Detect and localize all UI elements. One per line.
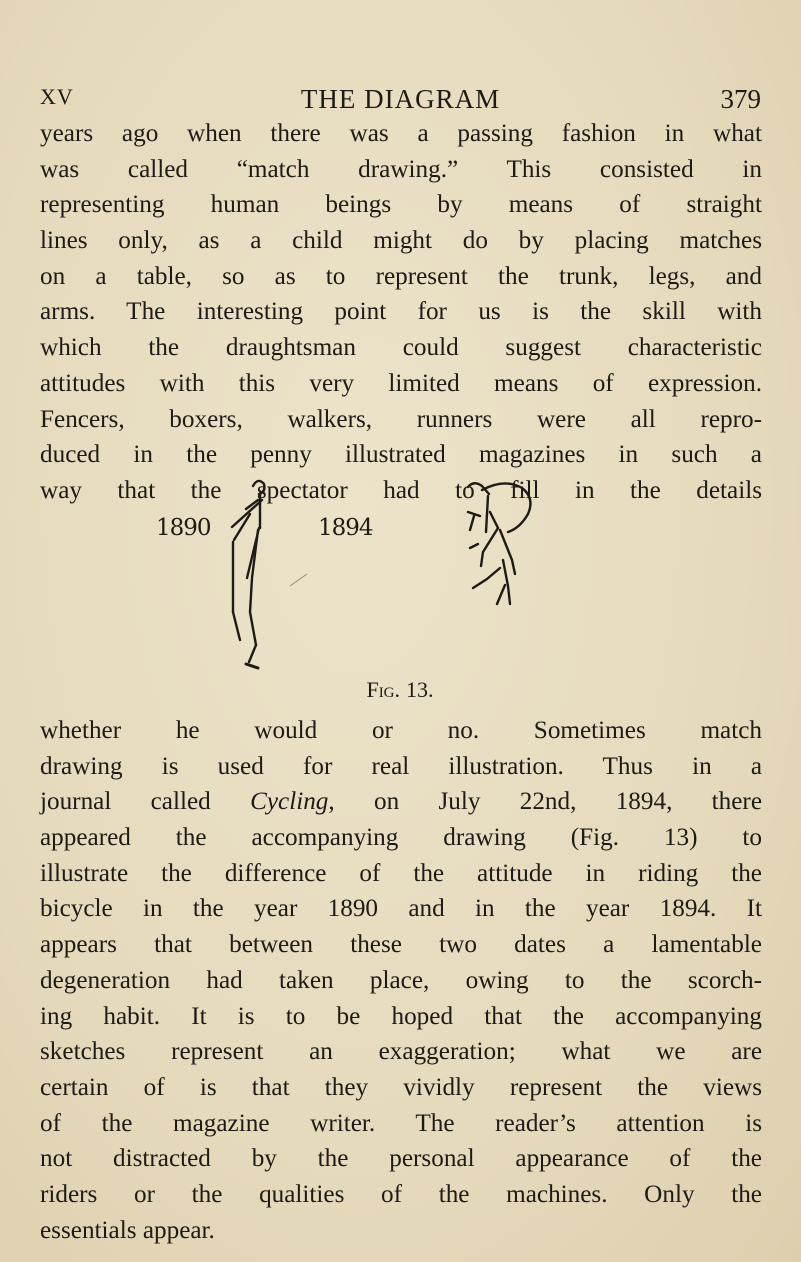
text-line: duced in the penny illustrated magazines in such a xyxy=(40,441,762,469)
text-line: degeneration had taken place, owing to the scorch- xyxy=(40,966,762,994)
text-line: riders or the qualities of the machines. Only the xyxy=(40,1180,762,1208)
paragraph-bottom xyxy=(40,713,762,1248)
text-line: lines only, as a child might do by placing matches xyxy=(40,227,762,255)
text-line: certain of is that they vividly represent the views xyxy=(40,1073,762,1101)
text-run: , on July 22nd, 1894, there xyxy=(328,788,762,816)
text-line: ing habit. It is to be hoped that the accompanying xyxy=(40,1002,762,1030)
rider-1890-drawing xyxy=(232,481,264,668)
rider-1894-drawing xyxy=(468,483,530,604)
text-line: which the draughtsman could suggest characteristic xyxy=(40,334,762,362)
text-line-last: essentials appear. xyxy=(40,1216,215,1244)
text-line: was called “match drawing.” This consisted in xyxy=(40,155,762,183)
text-line: arms. The interesting point for us is the skill with xyxy=(40,298,762,326)
text-line: appeared the accompanying drawing (Fig. 13) to xyxy=(40,824,762,852)
text-line: attitudes with this very limited means of expression. xyxy=(40,369,762,397)
text-line: whether he would or no. Sometimes match xyxy=(40,717,762,744)
text-line: of the magazine writer. The reader’s attention is xyxy=(40,1109,762,1137)
text-line: on a table, so as to represent the trunk, legs, and xyxy=(40,262,762,290)
chapter-number: XV xyxy=(40,84,74,109)
text-line: drawing is used for real illustration. Thus in a xyxy=(40,752,762,780)
text-line: representing human beings by means of straight xyxy=(40,191,762,219)
text-line-with-italic xyxy=(40,784,762,820)
page-number: 379 xyxy=(720,84,761,114)
text-line: not distracted by the personal appearance of the xyxy=(40,1145,762,1173)
text-line: sketches represent an exaggeration; what we are xyxy=(40,1038,762,1066)
text-line: way that the spectator had to fill in the details xyxy=(40,476,762,504)
journal-title: Cycling xyxy=(250,788,329,816)
text-line: bicycle in the year 1890 and in the year 1894. It xyxy=(40,895,762,923)
text-line: years ago when there was a passing fashion in what xyxy=(40,120,762,147)
text-line: appears that between these two dates a lamentable xyxy=(40,931,762,959)
pencil-mark xyxy=(290,574,307,586)
text-line: Fencers, boxers, walkers, runners were all repro- xyxy=(40,405,762,433)
text-line: illustrate the difference of the attitude in riding the xyxy=(40,859,762,887)
figure-caption: Fig. 13. xyxy=(366,677,434,702)
figure-year-1890: 1890 xyxy=(156,515,211,541)
running-title: THE DIAGRAM xyxy=(300,84,501,114)
figure-year-1894: 1894 xyxy=(318,515,373,541)
text-run: journal called xyxy=(40,788,251,816)
